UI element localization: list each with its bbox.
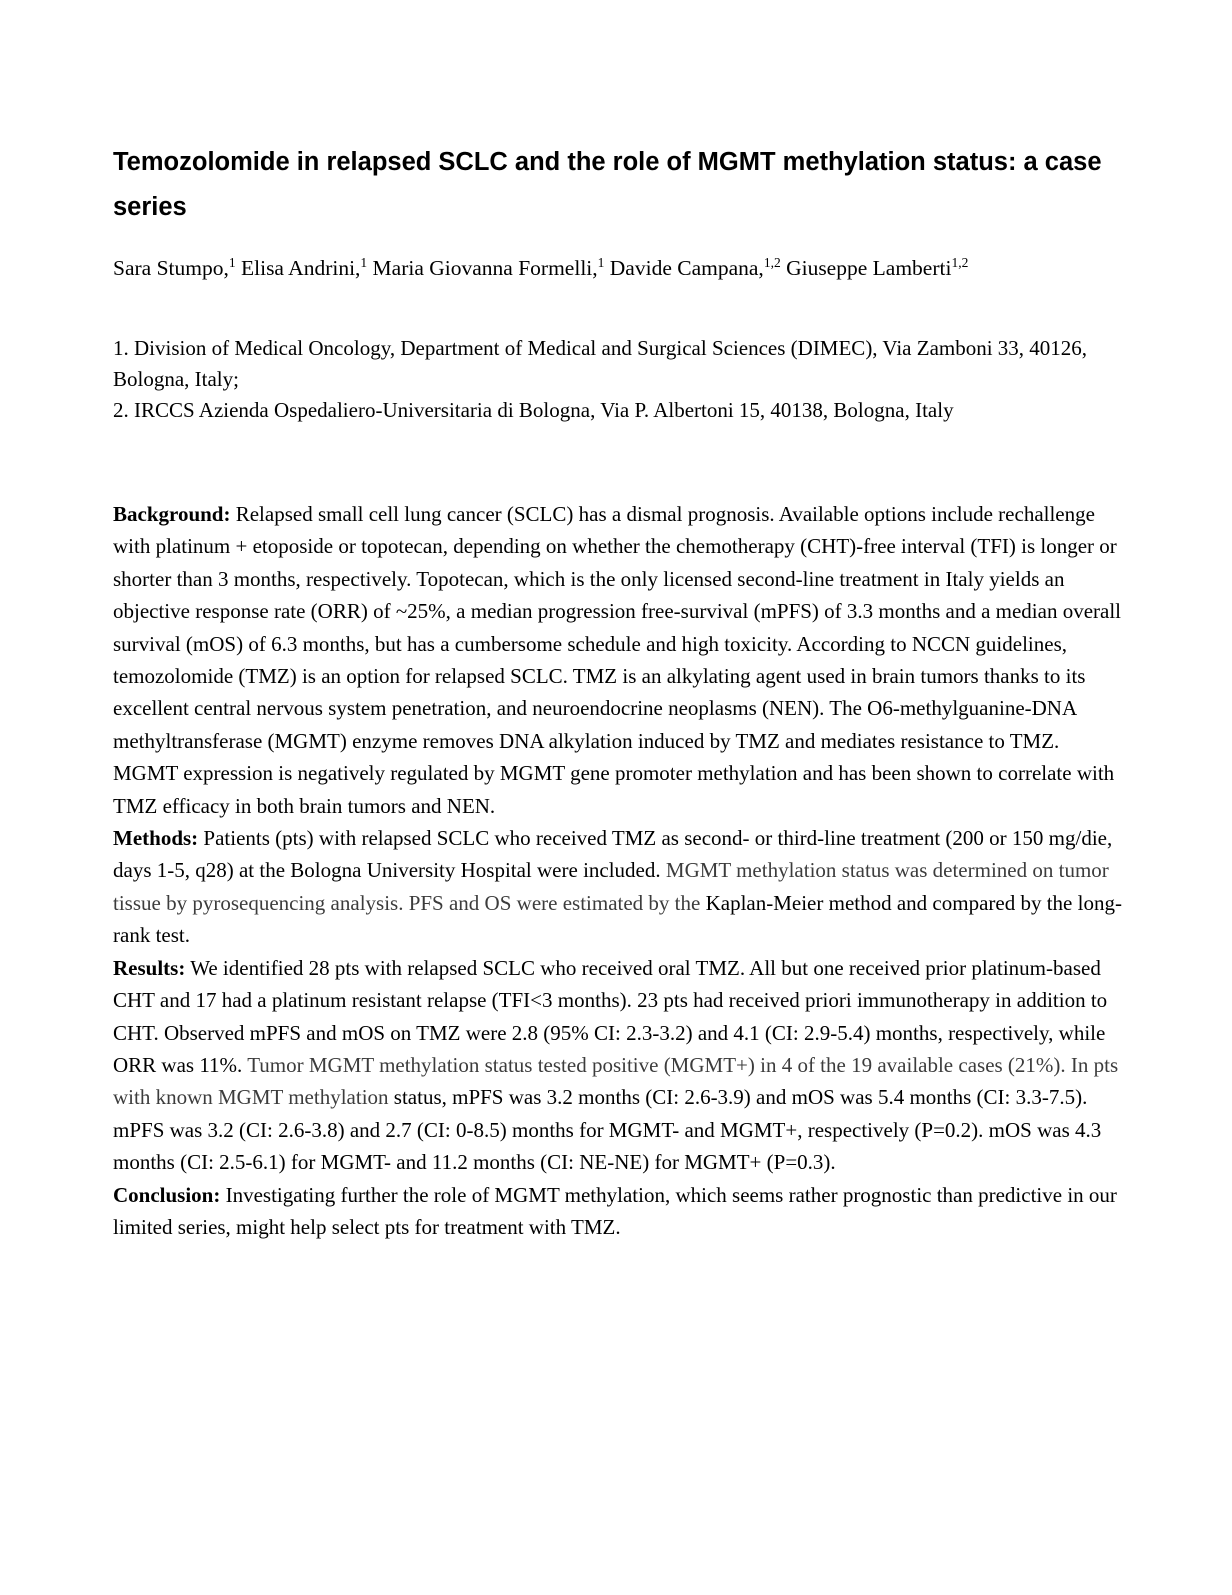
section-text-run: Kaplan-Meier method and compared by the long-rank test. <box>113 890 1122 948</box>
section-text-run: status, mPFS was 3.2 months (CI: 2.6-3.9) and mOS was 5.4 months (CI: 3.3-7.5). mPFS was 3.2 (CI: 2.6-3.8) and 2.7 (CI: 0-8.5) months for MGMT- and MGMT+, respectively (P=0.2). mOS was 4.3 months (CI: 2.5-6.1) for MGMT- and 11.2 months (CI: NE-NE) for MGMT+ (P=0.3). <box>113 1085 1102 1175</box>
section-label: Conclusion: <box>113 1182 221 1207</box>
abstract-body <box>113 498 1122 1243</box>
section-text-run: Patients (pts) with relapsed SCLC who received TMZ as second- or third-line treatment (200 or 150 mg/die, days 1-5, q28) at the Bologna University Hospital were included. <box>113 826 1113 883</box>
abstract-section-conclusion <box>113 1179 1122 1244</box>
author-affiliation-sup: 1 <box>360 254 368 270</box>
section-label: Methods: <box>113 826 199 851</box>
section-label: Background: <box>113 502 231 526</box>
section-text-run: Tumor MGMT methylation status tested positive (MGMT+) in 4 of the 19 available cases (21%). In pts with known MGMT methylation <box>113 1052 1119 1110</box>
section-text-run: Investigating further the role of MGMT methylation, which seems rather prognostic than predictive in our limited series, might help select pts for treatment with TMZ. <box>113 1182 1117 1239</box>
author-line <box>113 253 1122 283</box>
author-affiliation-sup: 1 <box>228 254 236 270</box>
abstract-section-methods <box>113 822 1122 952</box>
affiliations <box>113 333 1122 426</box>
author-affiliation-sup: 1 <box>597 254 605 270</box>
author-affiliation-sup: 1,2 <box>951 254 969 270</box>
section-text-run: We identified 28 pts with relapsed SCLC who received oral TMZ. All but one received prior platinum-based CHT and 17 had a platinum resistant relapse (TFI<3 months). 23 pts had received priori immunotherapy in addition to CHT. Observed mPFS and mOS on TMZ were 2.8 (95% CI: 2.3-3.2) and 4.1 (CI: 2.9-5.4) months, respectively, while ORR was 11%. <box>113 955 1108 1077</box>
author-name: Davide Campana, <box>604 256 764 280</box>
affiliation-item: 1. Division of Medical Oncology, Department of Medical and Surgical Sciences (DIMEC), Via Zamboni 33, 40126, Bologna, Italy; <box>113 336 1088 391</box>
section-label: Results: <box>113 955 186 980</box>
author-name: Maria Giovanna Formelli, <box>367 256 598 280</box>
author-name: Sara Stumpo, <box>113 256 229 280</box>
author-name: Giuseppe Lamberti <box>780 256 952 280</box>
section-text-run: MGMT methylation status was determined on tumor tissue by pyrosequencing analysis. PFS and OS were estimated by the <box>113 858 1109 915</box>
section-text-run: Relapsed small cell lung cancer (SCLC) has a dismal prognosis. Available options include rechallenge with platinum + etoposide or topotecan, depending on whether the chemotherapy (CHT)-free interval (TFI) is longer or shorter than 3 months, respectively. Topotecan, which is the only licensed second-line treatment in Italy yields an objective response rate (ORR) of ~25%, a median progression free-survival (mPFS) of 3.3 months and a median overall survival (mOS) of 6.3 months, but has a cumbersome schedule and high toxicity. According to NCCN guidelines, temozolomide (TMZ) is an option for relapsed SCLC. TMZ is an alkylating agent used in brain tumors thanks to its excellent central nervous system penetration, and neuroendocrine neoplasms (NEN). The O6-methylguanine-DNA methyltransferase (MGMT) enzyme removes DNA alkylation induced by TMZ and mediates resistance to TMZ. MGMT expression is negatively regulated by MGMT gene promoter methylation and has been shown to correlate with TMZ efficacy in both brain tumors and NEN. <box>113 502 1122 818</box>
paper-title: Temozolomide in relapsed SCLC and the role of MGMT methylation status: a case series <box>113 148 1102 221</box>
author-name: Elisa Andrini, <box>235 256 361 280</box>
affiliation-item: 2. IRCCS Azienda Ospedaliero-Universitaria di Bologna, Via P. Albertoni 15, 40138, Bologna, Italy <box>113 398 954 422</box>
author-affiliation-sup: 1,2 <box>763 254 781 270</box>
abstract-section-background <box>113 498 1122 822</box>
abstract-section-results <box>113 952 1122 1179</box>
